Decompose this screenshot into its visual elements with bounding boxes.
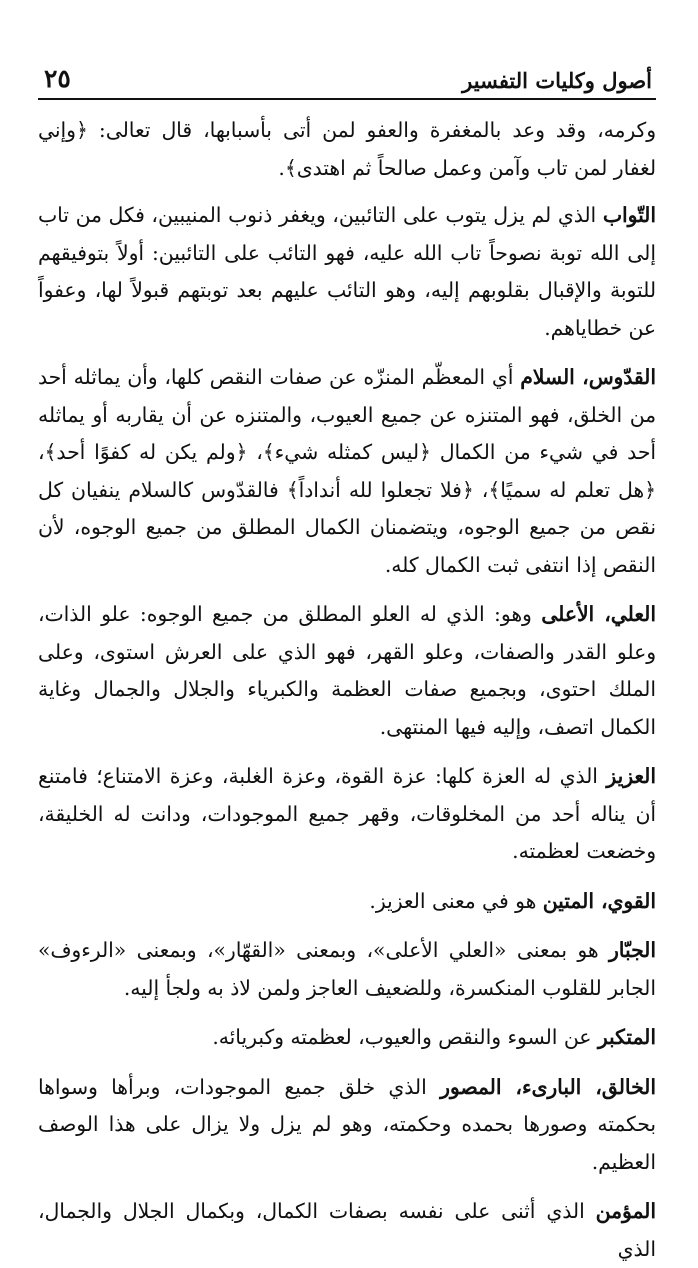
paragraph <box>38 932 656 1007</box>
paragraph <box>38 1019 656 1057</box>
paragraph <box>38 112 656 187</box>
term: العزيز <box>606 764 656 788</box>
paragraph-text: هو بمعنى «العلي الأعلى»، وبمعنى «القهّار»، وبمعنى «الرءوف» الجابر للقلوب المنكسرة، وللضعيف العاجز ولمن لاذ به ولجأ إليه. <box>38 938 656 1000</box>
paragraph <box>38 197 656 347</box>
term: المتكبر <box>597 1025 656 1049</box>
paragraph <box>38 1069 656 1182</box>
term: القدّوس، السلام <box>520 365 656 389</box>
running-title: أصول وكليات التفسير <box>462 68 652 93</box>
page-header <box>38 58 656 100</box>
paragraph-text: الذي خلق جميع الموجودات، وبرأها وسواها بحكمته وصورها بحمده وحكمته، وهو لم يزل ولا يزال على هذا الوصف العظيم. <box>38 1074 656 1174</box>
term: المؤمن <box>595 1199 656 1223</box>
paragraph <box>38 883 656 921</box>
term: الخالق، البارىء، المصور <box>440 1074 656 1099</box>
paragraph-text: هو في معنى العزيز. <box>369 888 543 913</box>
paragraph-text: وهو: الذي له العلو المطلق من جميع الوجوه: علو الذات، وعلو القدر والصفات، وعلو القهر، فهو الذي على العرش استوى، وعلى الملك احتوى، وبجميع صفات العظمة والكبرياء والجلال والجمال وغاية الكمال اتصف، وإليه فيها المنتهى. <box>38 602 656 739</box>
paragraph-text: الذي أثنى على نفسه بصفات الكمال، وبكمال الجلال والجمال، الذي <box>38 1199 656 1261</box>
page-body <box>38 112 656 1268</box>
term: التّواب <box>602 203 656 227</box>
paragraph-text: الذي لم يزل يتوب على التائبين، ويغفر ذنوب المنيبين، فكل من تاب إلى الله توبة نصوحاً تاب الله عليه، فهو التائب على التائبين: أولاً بتوفيقهم للتوبة والإقبال بقلوبهم إليه، وهو التائب عليهم بعد توبتهم قبولاً لها، وعفواً عن خطاياهم. <box>38 203 656 340</box>
paragraph-text: أي المعظّم المنزّه عن صفات النقص كلها، وأن يماثله أحد من الخلق، فهو المتنزه عن جميع العيوب، والمتنزه عن أن يقاربه أو يماثله أحد في شيء من الكمال ﴿ليس كمثله شيء﴾، ﴿ولم يكن له كفوًا أحد﴾، ﴿هل تعلم له سميًا﴾، ﴿فلا تجعلوا لله أنداداً﴾ فالقدّوس كالسلام ينفيان كل نقص من جميع الوجوه، ويتضمنان الكمال المطلق من جميع الوجوه، لأن النقص إذا انتفى ثبت الكمال كله. <box>38 365 657 577</box>
term: القوي، المتين <box>542 888 656 913</box>
page-number: ٢٥ <box>44 64 71 93</box>
paragraph <box>38 359 656 584</box>
term: العلي، الأعلى <box>541 602 656 626</box>
paragraph <box>38 596 656 746</box>
paragraph <box>38 758 656 871</box>
term: الجبّار <box>609 938 656 962</box>
paragraph-text: عن السوء والنقص والعيوب، لعظمته وكبريائه. <box>212 1025 598 1049</box>
paragraph-text: وكرمه، وقد وعد بالمغفرة والعفو لمن أتى بأسبابها، قال تعالى: ﴿وإني لغفار لمن تاب وآمن وعمل صالحاً ثم اهتدى﴾. <box>38 118 656 180</box>
paragraph <box>38 1193 656 1268</box>
paragraph-text: الذي له العزة كلها: عزة القوة، وعزة الغلبة، وعزة الامتناع؛ فامتنع أن يناله أحد من المخلوقات، وقهر جميع الموجودات، ودانت له الخليقة، وخضعت لعظمته. <box>38 764 656 863</box>
